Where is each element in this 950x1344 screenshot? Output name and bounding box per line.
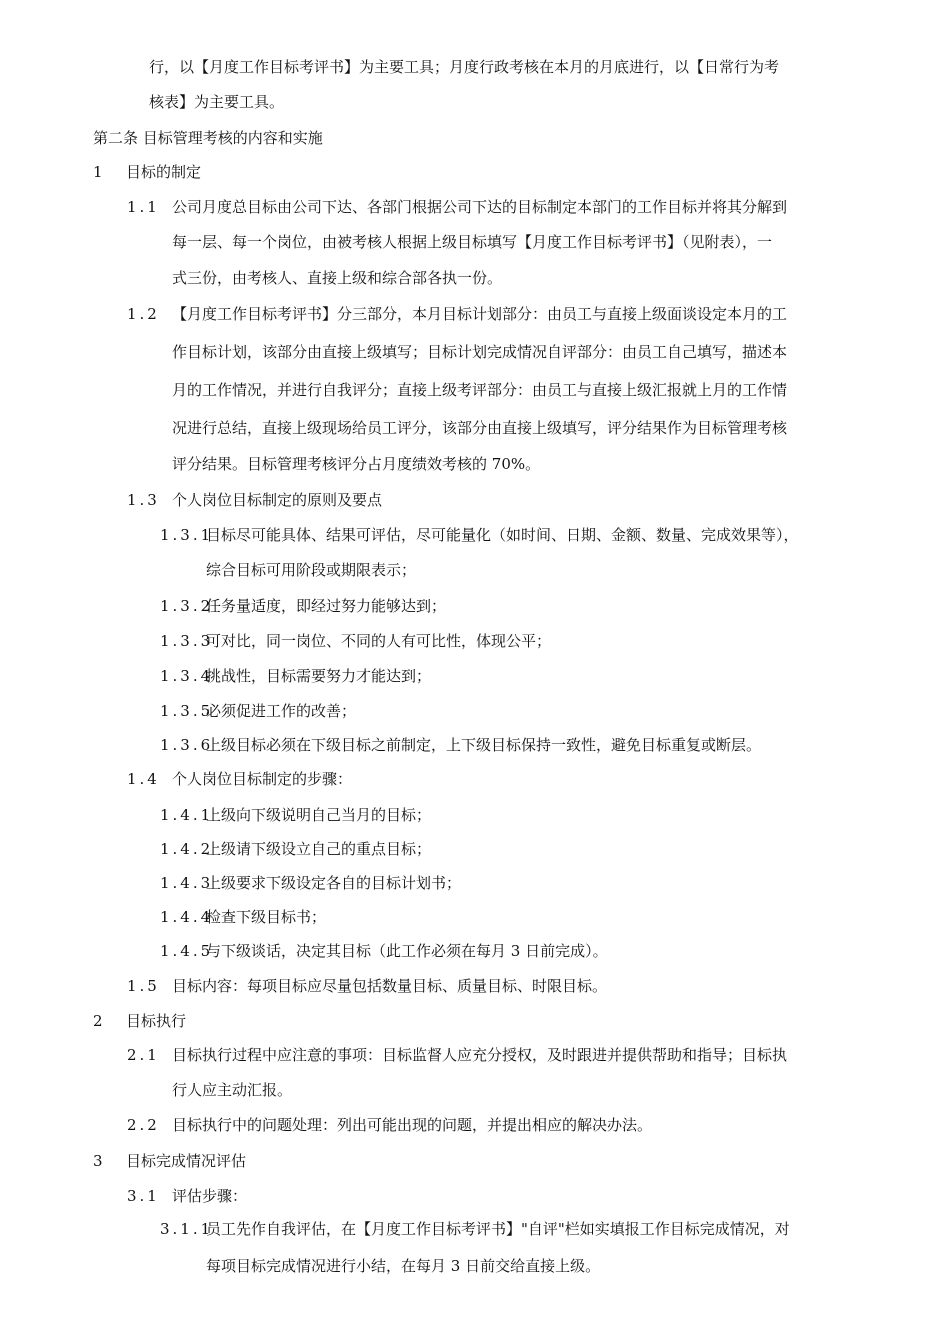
sub-clause-line: 任务量适度，即经过努力能够达到； (206, 597, 447, 615)
sub-clause-line: 综合目标可用阶段或期限表示； (206, 561, 417, 579)
sub-clause-line: 上级向下级说明自己当月的目标； (206, 806, 432, 824)
clause-number: 2.1 (127, 1046, 160, 1064)
clause-number: 3.1 (127, 1187, 160, 1205)
sub-clause-number: 1.4.2 (160, 840, 214, 858)
sub-clause-number: 1.3.3 (160, 632, 214, 650)
sub-clause-line: 每项目标完成情况进行小结，在每月 3 日前交给直接上级。 (206, 1257, 601, 1275)
sub-clause-line: 目标尽可能具体、结果可评估，尽可能量化（如时间、日期、金额、数量、完成效果等）， (206, 526, 799, 544)
clause-line: 作目标计划，该部分由直接上级填写；目标计划完成情况自评部分：由员工自己填写，描述本 (172, 343, 788, 361)
section-number: 3 (93, 1152, 106, 1170)
clause-line: 评分结果。目标管理考核评分占月度绩效考核的 70%。 (172, 455, 541, 473)
sub-clause-line: 上级请下级设立自己的重点目标； (206, 840, 432, 858)
sub-clause-line: 上级目标必须在下级目标之前制定，上下级目标保持一致性，避免目标重复或断层。 (206, 736, 762, 754)
section-title: 目标完成情况评估 (126, 1152, 247, 1170)
section-title: 目标的制定 (126, 163, 202, 181)
sub-clause-line: 可对比，同一岗位、不同的人有可比性，体现公平； (206, 632, 552, 650)
clause-line: 【月度工作目标考评书】分三部分，本月目标计划部分：由员工与直接上级面谈设定本月的工 (172, 305, 788, 323)
sub-clause-number: 1.4.5 (160, 942, 214, 960)
sub-clause-line: 必须促进工作的改善； (206, 702, 357, 720)
sub-clause-line: 挑战性，目标需要努力才能达到； (206, 667, 432, 685)
clause-line: 目标内容：每项目标应尽量包括数量目标、质量目标、时限目标。 (172, 977, 608, 995)
clause-title: 个人岗位目标制定的原则及要点 (172, 491, 383, 509)
sub-clause-number: 1.3.4 (160, 667, 214, 685)
sub-clause-number: 1.4.4 (160, 908, 214, 926)
sub-clause-number: 1.3.6 (160, 736, 214, 754)
section-title: 目标执行 (126, 1012, 187, 1030)
clause-line: 月的工作情况，并进行自我评分；直接上级考评部分：由员工与直接上级汇报就上月的工作情 (172, 381, 788, 399)
clause-number: 1.1 (127, 198, 160, 216)
clause-line: 公司月度总目标由公司下达、各部门根据公司下达的目标制定本部门的工作目标并将其分解到 (172, 198, 788, 216)
clause-number: 1.5 (127, 977, 160, 995)
section-number: 2 (93, 1012, 106, 1030)
sub-clause-number: 1.4.1 (160, 806, 214, 824)
sub-clause-line: 上级要求下级设定各自的目标计划书； (206, 874, 462, 892)
clause-number: 1.2 (127, 305, 160, 323)
article-heading: 第二条 目标管理考核的内容和实施 (93, 129, 323, 147)
clause-line: 每一层、每一个岗位，由被考核人根据上级目标填写【月度工作目标考评书】（见附表），一 (172, 233, 773, 251)
clause-line: 目标执行过程中应注意的事项：目标监督人应充分授权，及时跟进并提供帮助和指导；目标执 (172, 1046, 788, 1064)
clause-line: 目标执行中的问题处理：列出可能出现的问题，并提出相应的解决办法。 (172, 1116, 653, 1134)
clause-line: 行人应主动汇报。 (172, 1081, 293, 1099)
sub-clause-number: 1.4.3 (160, 874, 214, 892)
section-number: 1 (93, 163, 106, 181)
sub-clause-number: 1.3.1 (160, 526, 214, 544)
clause-number: 1.3 (127, 491, 160, 509)
clause-title: 评估步骤： (172, 1187, 248, 1205)
clause-number: 2.2 (127, 1116, 160, 1134)
clause-title: 个人岗位目标制定的步骤： (172, 770, 353, 788)
sub-clause-line: 检查下级目标书； (206, 908, 327, 926)
clause-number: 1.4 (127, 770, 160, 788)
sub-clause-number: 1.3.2 (160, 597, 214, 615)
intro-line: 行，以【月度工作目标考评书】为主要工具；月度行政考核在本月的月底进行，以【日常行为考 (149, 58, 780, 76)
sub-clause-number: 1.3.5 (160, 702, 214, 720)
intro-line: 核表】为主要工具。 (149, 93, 285, 111)
sub-clause-line: 员工先作自我评估，在【月度工作目标考评书】"自评"栏如实填报工作目标完成情况，对 (206, 1220, 790, 1238)
sub-clause-line: 与下级谈话，决定其目标（此工作必须在每月 3 日前完成）。 (206, 942, 608, 960)
clause-line: 式三份，由考核人、直接上级和综合部各执一份。 (172, 269, 503, 287)
clause-line: 况进行总结，直接上级现场给员工评分，该部分由直接上级填写，评分结果作为目标管理考核 (172, 419, 788, 437)
sub-clause-number: 3.1.1 (160, 1220, 214, 1238)
